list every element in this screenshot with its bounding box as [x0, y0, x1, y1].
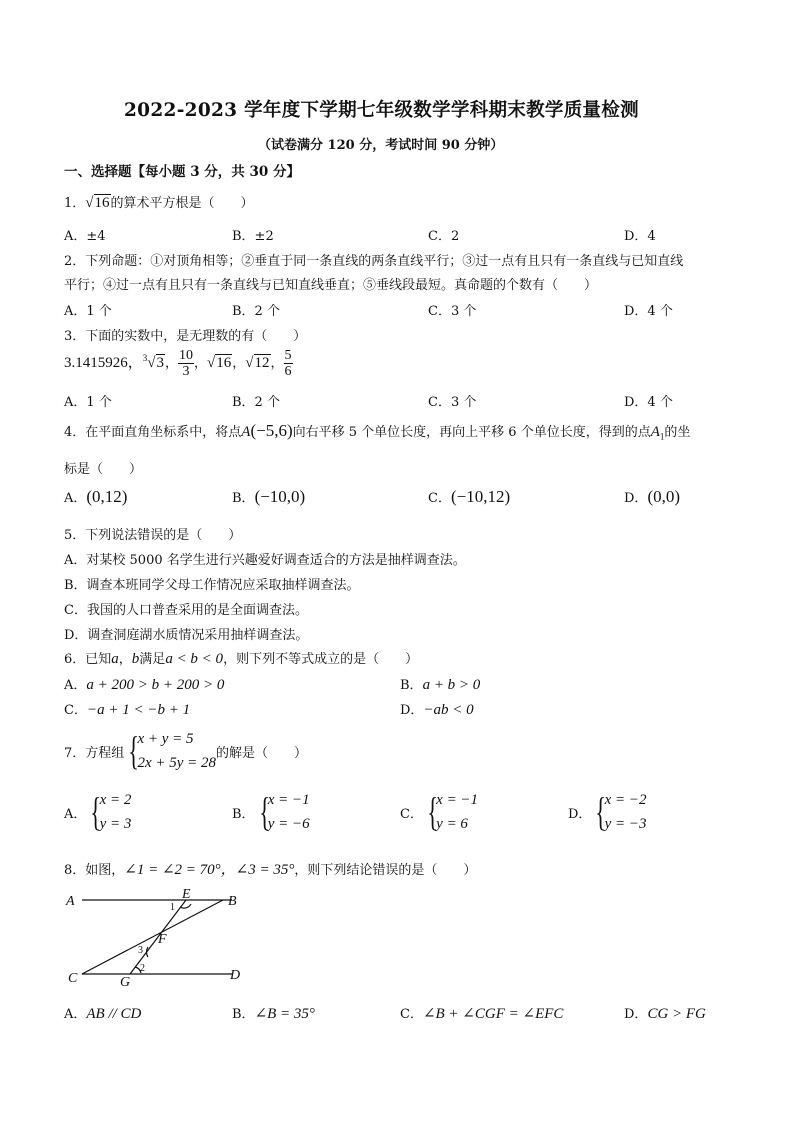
q4-point: A [241, 424, 251, 440]
q1-option-d: D．4 [624, 229, 656, 244]
q4-line-2: 标是（ ） [64, 462, 143, 477]
q5-option-d: D．调查洞庭湖水质情况采用抽样调查法。 [64, 628, 309, 643]
q5-option-b: B．调查本班同学父母工作情况应采取抽样调查法。 [64, 578, 360, 593]
q4-point-a1: A [650, 424, 660, 440]
q5-option-c: C．我国的人口普查采用的是全面调查法。 [64, 603, 308, 618]
q8-figure [60, 885, 260, 995]
q1-sqrt: √16 [85, 195, 110, 211]
page-title: 2022-2023 学年度下学期七年级数学学科期末教学质量检测 [124, 100, 639, 121]
q5-stem: 5．下列说法错误的是（ ） [64, 528, 242, 543]
q3-cube-root: $^3$√3 [142, 353, 164, 371]
q4-text-a: 4．在平面直角坐标系中，将点 [64, 425, 242, 440]
q1-number: 1． [64, 196, 86, 211]
q3-stem: 3．下面的实数中，是无理数的有（ ） [64, 329, 307, 344]
label-e: E [182, 887, 191, 902]
q3-option-c: C．3 个 [428, 395, 477, 410]
q8-option-b: B．∠B = 35° [232, 1006, 315, 1022]
label-angle-2: 2 [140, 963, 145, 974]
q7-option-d: D． { x = −2 y = −3 [568, 789, 647, 834]
q1-text: 的算术平方根是（ ） [110, 196, 254, 211]
q1-option-b: B．±2 [232, 229, 274, 244]
q8-option-d: D．CG > FG [624, 1006, 706, 1022]
q8-option-c: C．∠B + ∠CGF = ∠EFC [400, 1006, 564, 1022]
q4-text-c: 的坐 [664, 425, 691, 440]
line-cb [82, 900, 223, 974]
q3-option-b: B．2 个 [232, 395, 280, 410]
brace-icon: { [258, 789, 270, 834]
q4-option-a: A．(0,12) [64, 487, 128, 506]
label-c: C [68, 971, 78, 986]
q3-option-a: A．1 个 [64, 395, 112, 410]
q4-line-1 [64, 421, 690, 442]
q2-option-b: B．2 个 [232, 304, 280, 319]
q4-coords: (−5,6) [250, 421, 293, 440]
brace-icon: { [427, 789, 438, 834]
q2-option-c: C．3 个 [428, 304, 477, 319]
q3-pi-approx: 3.1415926， [64, 355, 143, 371]
section-title: 一、选择题【每小题 3 分，共 30 分】 [64, 164, 300, 180]
q2-line-2: 平行；④过一点有且只有一条直线与已知直线垂直；⑤垂线段最短。真命题的个数有（ ） [64, 278, 598, 293]
q4-option-b: B．(−10,0) [232, 487, 306, 506]
q8-stem: 8．如图，∠1 = ∠2 = 70°，∠3 = 35°，则下列结论错误的是（ ） [64, 862, 477, 878]
page-subtitle: （试卷满分 120 分，考试时间 90 分钟） [258, 138, 504, 153]
q3-numbers [64, 348, 293, 379]
q6-option-a: A．a + 200 > b + 200 > 0 [64, 677, 225, 693]
q7-option-b: B． { x = −1 y = −6 [232, 789, 310, 834]
q6-stem: 6．已知a，b满足a < b < 0，则下列不等式成立的是（ ） [64, 651, 419, 667]
q5-option-a: A．对某校 5000 名学生进行兴趣爱好调查适合的方法是抽样调查法。 [64, 553, 466, 568]
label-d: D [230, 968, 241, 983]
q3-comma: ， [270, 356, 284, 371]
q2-line-1: 2．下列命题：①对顶角相等；②垂直于同一条直线的两条直线平行；③过一点有且只有一条直线与已知直线 [64, 254, 684, 269]
q4-option-d: D．(0,0) [624, 487, 681, 506]
label-g: G [120, 975, 131, 990]
q8-option-a: A．AB // CD [64, 1006, 142, 1022]
q3-comma: ， [194, 356, 208, 371]
q3-fraction-1: $\frac{10}{3}$ [179, 348, 194, 379]
q3-fraction-2: $\frac{5}{6}$ [284, 348, 292, 379]
q6-option-c: C．−a + 1 < −b + 1 [64, 702, 191, 718]
q7-stem: 7．方程组 { x + y = 5 2x + 5y = 28 的解是（ ） [64, 728, 308, 773]
q2-option-d: D．4 个 [624, 304, 673, 319]
q4-text-b: 向右平移 5 个单位长度，再向上平移 6 个单位长度，得到的点 [292, 425, 651, 440]
q2-option-a: A．1 个 [64, 304, 112, 319]
q1-option-a: A．±4 [64, 229, 106, 244]
q4-subscript: 1 [659, 431, 665, 442]
q4-option-c: C．(−10,12) [428, 487, 511, 506]
q3-comma: ， [232, 356, 246, 371]
q3-sqrt-16: √16 [207, 355, 232, 371]
q6-option-d: D．−ab < 0 [400, 702, 474, 718]
brace-icon: { [128, 728, 140, 773]
q1-option-c: C．2 [428, 229, 460, 244]
q6-option-b: B．a + b > 0 [400, 677, 481, 693]
q3-comma: ， [165, 356, 179, 371]
question-1 [64, 192, 254, 212]
label-angle-3: 3 [138, 945, 143, 956]
q3-option-d: D．4 个 [624, 395, 673, 410]
brace-icon: { [90, 789, 102, 834]
q7-option-c: C． { x = −1 y = 6 [400, 789, 479, 834]
label-f: F [158, 932, 167, 947]
brace-icon: { [595, 789, 607, 834]
label-b: B [228, 894, 237, 909]
label-angle-1: 1 [170, 902, 175, 913]
q7-option-a: A． { x = 2 y = 3 [64, 789, 132, 834]
q3-sqrt-12: √12 [245, 355, 270, 371]
label-a: A [66, 894, 75, 909]
